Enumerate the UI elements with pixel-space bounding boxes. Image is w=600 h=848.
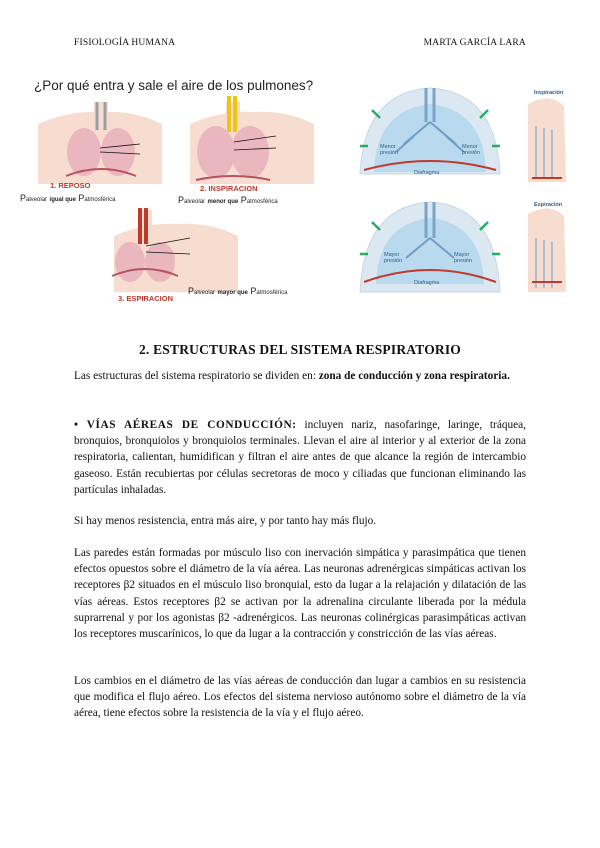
- pressure-expiration: Palveolar mayor que Patmosférica: [188, 286, 288, 296]
- torso-inspiration-illustration: [190, 96, 314, 184]
- breathing-stages-illustration: [30, 76, 330, 304]
- thorax-pressure-figure: [354, 82, 570, 298]
- header-author: MARTA GARCÍA LARA: [423, 38, 526, 48]
- thorax-expiration-illustration: [360, 202, 500, 292]
- paragraph-intro: Las estructuras del sistema respiratorio se dividen en: zona de conducción y zona respiratoria.: [74, 370, 510, 382]
- paragraph-innervation: Las paredes están formadas por músculo liso con inervación simpática y parasimpática que tienen efectos opuestos sobre el diámetro de la vía aérea. Las neuronas adrenérgicas simpáticas activan los receptores β2 situados en el músculo liso bronquial, esto da lugar a la relajación y dilatación de las vías aéreas. Estos receptores β2 se activan por la adrenalina circulante liberada por la médula suprarrenal y por los agonistas β2 -adrenérgicos. Las neuronas colinérgicas parasimpáticas activan los receptores muscarínicos, lo que da lugar a la contracción y constricción de las vías aéreas.: [74, 547, 526, 641]
- pressure-inspiration: Palveolar menor que Patmosférica: [178, 195, 278, 205]
- label-diafragma-top: Diafragma: [414, 170, 440, 176]
- paragraph-resistance: Si hay menos resistencia, entra más aire, y por tanto hay más flujo.: [74, 515, 377, 527]
- section-title: 2. ESTRUCTURAS DEL SISTEMA RESPIRATORIO: [138, 342, 461, 357]
- profile-expiration-illustration: [528, 208, 566, 292]
- label-mayor-presion-left: Mayor presión: [384, 252, 403, 264]
- paragraph-conduction: • VÍAS AÉREAS DE CONDUCCIÓN: incluyen nariz, nasofaringe, laringe, tráquea, bronquios, bronquiolos y bronquiolos terminales. Llevan el aire al interior y al exterior de la zona respiratoria, calientan, humidifican y filtran el aire antes de que alcance la región de intercambio gaseoso. Están recubiertas por células secretoras de moco y ciliadas que funcionan eliminando las partículas inhaladas.: [74, 419, 526, 496]
- figure-question: ¿Por qué entra y sale el aire de los pulmones?: [34, 78, 314, 93]
- label-inspiracion: Inspiración: [534, 90, 564, 96]
- paragraph-diameter: Los cambios en el diámetro de las vías aéreas de conducción dan lugar a cambios en su resistencia que modifica el flujo aéreo. Los efectos del sistema nervioso autónomo sobre el diámetro de la vía aérea, tiene efectos sobre la resistencia de la vía y el flujo aéreo.: [74, 675, 526, 720]
- pressure-rest: Palveolar igual que Patmosférica: [20, 193, 116, 203]
- stage-label-inspiration: 2. INSPIRACION: [200, 184, 258, 193]
- breathing-stages-figure: [20, 76, 330, 304]
- thorax-pressure-illustration: [354, 82, 570, 298]
- label-diafragma-bottom: Diafragma: [414, 280, 440, 286]
- stage-label-expiration: 3. ESPIRACION: [118, 294, 174, 303]
- page-header: [74, 38, 526, 52]
- label-menor-presion-left: Menor presión: [380, 144, 399, 156]
- label-espiracion: Espiración: [534, 202, 563, 208]
- torso-rest-illustration: [38, 102, 162, 184]
- label-menor-presion-right: Menor presión: [462, 144, 481, 156]
- header-subject: FISIOLOGÍA HUMANA: [74, 38, 176, 48]
- profile-inspiration-illustration: [528, 98, 566, 182]
- thorax-inspiration-illustration: [360, 88, 500, 174]
- stage-label-rest: 1. REPOSO: [50, 181, 91, 190]
- torso-expiration-illustration: [112, 208, 238, 292]
- label-mayor-presion-right: Mayor presión: [454, 252, 473, 264]
